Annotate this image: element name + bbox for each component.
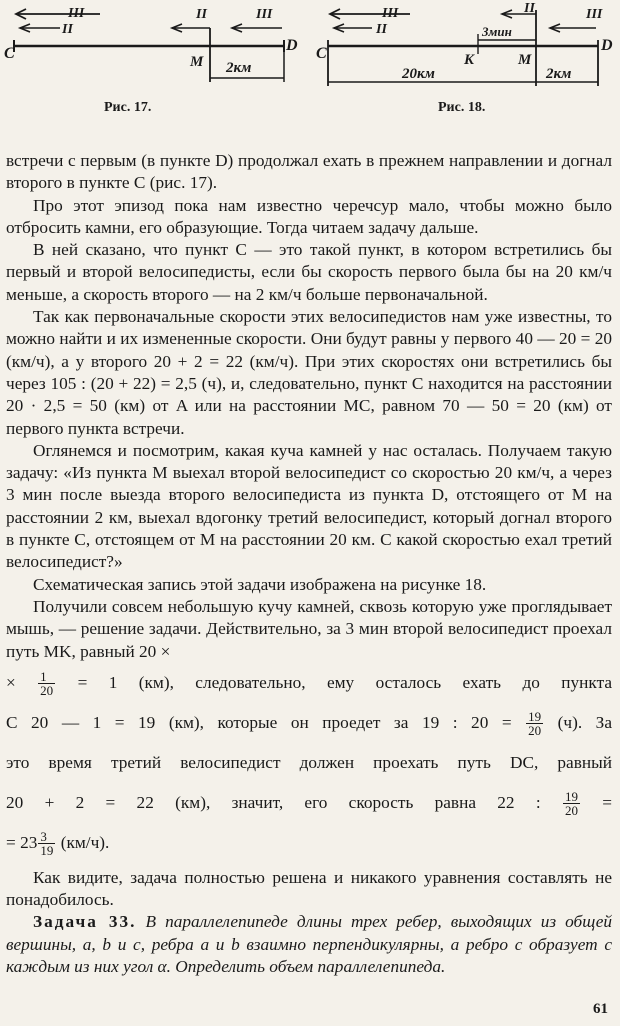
figure-18-caption: Рис. 18. bbox=[438, 100, 486, 115]
math-line-3: это время третий велосипедист должен проехать путь DC, равный bbox=[6, 752, 612, 772]
fraction-19-over-20-b: $\frac{19}{20}$ bbox=[564, 789, 578, 819]
fig18-label-d: D bbox=[601, 37, 613, 54]
paragraph-1: встречи с первым (в пункте D) продолжал ехать в прежнем направлении и догнал второго в пункте C (рис. 17). bbox=[6, 151, 612, 193]
problem-title: Задача 33. bbox=[33, 912, 137, 932]
fig18-label-k: K bbox=[464, 52, 475, 68]
body-text bbox=[6, 150, 612, 978]
figure-17-caption: Рис. 17. bbox=[104, 100, 152, 115]
paragraph-6: Схематическая запись этой задачи изображена на рисунке 18. bbox=[33, 574, 487, 594]
closing-paragraph: Как видите, задача полностью решена и никакого уравнения составлять не понадобилось. bbox=[6, 867, 612, 910]
fig18-label-dist-md: 2км bbox=[546, 66, 572, 82]
fig18-label-arrow-iii: III bbox=[382, 6, 399, 21]
paragraph-5: Оглянемся и посмотрим, какая куча камней у нас осталась. Получаем такую задачу: «Из пункта M выехал второй велосипедист со скоростью 20 км/ч, а через 3 мин после выезда второго велосипедиста из пункта D, отстоящего от M на расстоянии 2 км, выехал вдогонку третий велосипедист, который догнал второго в пункте C, отстоящем от M на расстоянии 20 км. С какой скоростью ехал третий велосипедист?» bbox=[6, 440, 612, 572]
fig18-label-dist-ck: 20км bbox=[402, 66, 435, 82]
fraction-19-over-20: $\frac{19}{20}$ bbox=[528, 709, 542, 739]
fig17-label-c: C bbox=[4, 45, 15, 62]
math-line-2: C 20 — 1 = 19 (км), которые он проедет за 19 : 20 = $\frac{19}{20}$ (ч). За bbox=[6, 709, 612, 739]
paragraph-7: Получили совсем небольшую кучу камней, сквозь которую уже проглядывает мышь, — решение задачи. Действительно, за 3 мин второй велосипедист проехал путь MK, равный 20 × bbox=[6, 596, 612, 661]
fig17-label-arrow-iii-right: III bbox=[256, 7, 273, 22]
fig18-label-c: C bbox=[316, 45, 327, 62]
fig17-label-m: M bbox=[190, 54, 204, 70]
paragraph-2: Про этот эпизод пока нам известно черечсур мало, чтобы можно было отбросить камни, его образующие. Тогда читаем задачу дальше. bbox=[6, 195, 612, 237]
paragraph-3: В ней сказано, что пункт C — это такой пункт, в котором встретились бы первый и второй велосипедисты, если бы скорость первого была бы на 20 км/ч меньше, а скорость второго — на 2 км/ч больше первоначальной. bbox=[6, 240, 612, 304]
math-line-1: × $\frac{1}{20}$ = 1 (км), следовательно, ему осталось ехать до пункта bbox=[6, 669, 613, 699]
fig17-label-arrow-iii: III bbox=[68, 6, 85, 21]
problem-33 bbox=[6, 911, 612, 978]
fig18-label-dist-km: 3мин bbox=[482, 24, 512, 39]
fig17-label-dist-md: 2км bbox=[226, 60, 252, 76]
paragraph-4: Так как первоначальные скорости этих велосипедистов нам уже известны, то можно найти и их измененные скорости. Они будут равны у первого 40 — 20 = 20 (км/ч), а у второго 20 + 2 = 22 (км/ч). При этих скоростях они встретились бы через 105 : (20 + 22) = 2,5 (ч), и, следовательно, пункт C находится на расстоянии 20 · 2,5 = 50 (км) от A или на расстоянии MC, равном 70 — 50 = 20 (км) от первого пункта встречи. bbox=[6, 307, 612, 438]
fig17-label-d: D bbox=[286, 37, 298, 54]
fig18-label-m: M bbox=[518, 52, 532, 68]
fig18-label-arrow-iii-right: III bbox=[586, 7, 603, 22]
fig17-label-arrow-ii: II bbox=[62, 22, 73, 37]
fig18-label-arrow-ii-right: II bbox=[524, 1, 535, 16]
problem-body: В параллелепипеде длины трех ребер, выходящих из общей вершины, a, b и c, ребра a и b взаимно перпендикулярны, а ребро c образует с каждым из них угол α. Определить объем параллелепипеда. bbox=[6, 912, 613, 977]
fig18-label-arrow-ii: II bbox=[376, 22, 387, 37]
math-line-4: 20 + 2 = 22 (км), значит, его скорость равна 22 : $\frac{19}{20}$ = bbox=[6, 789, 613, 819]
page-number: 61 bbox=[593, 1001, 608, 1017]
fig17-label-arrow-ii-right: II bbox=[196, 7, 207, 22]
fraction-1-over-20: $\frac{1}{20}$ bbox=[40, 669, 54, 699]
fraction-3-over-19: $\frac{3}{19}$ bbox=[40, 829, 54, 859]
math-line-5: = 23 $\frac{3}{19}$ (км/ч). bbox=[6, 829, 110, 859]
